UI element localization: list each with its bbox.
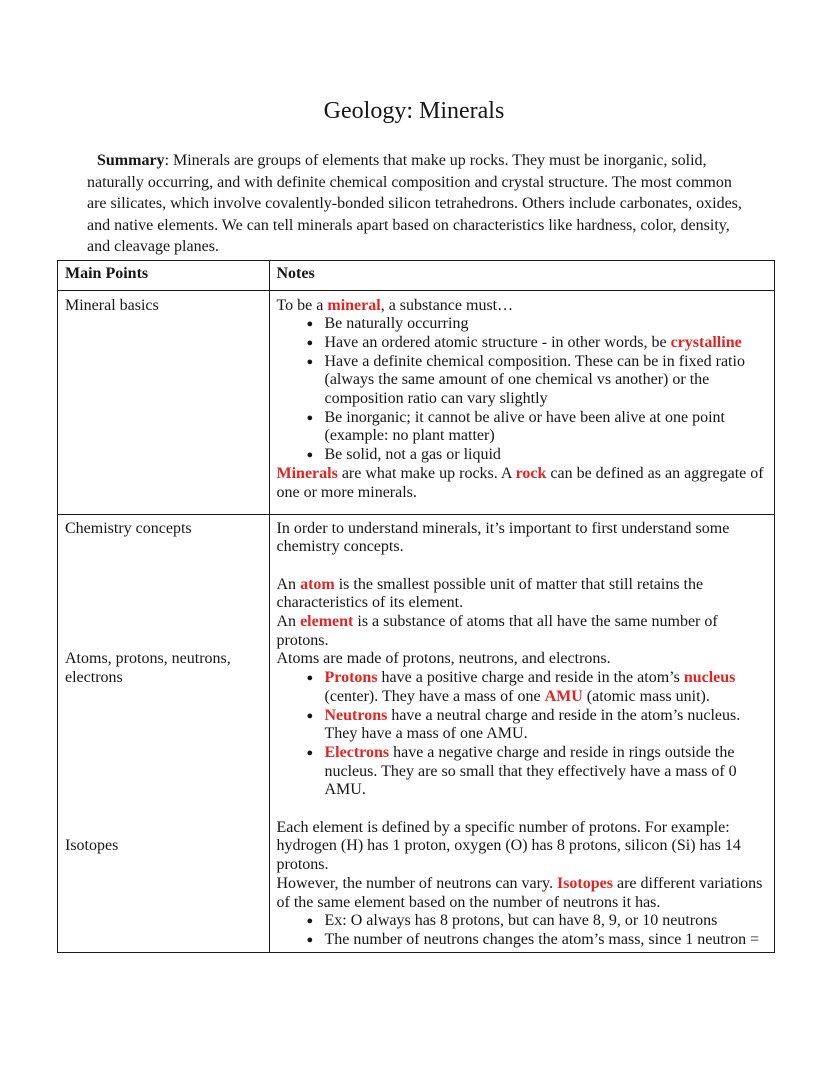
bullet-icon: ●: [306, 411, 314, 424]
highlight-term: Neutrons: [324, 706, 388, 724]
bullet-item: [277, 315, 772, 334]
text-segment: An: [276, 613, 301, 630]
main-points-cell: [58, 291, 270, 514]
bullet-item: [277, 744, 772, 800]
paragraph: [277, 465, 772, 502]
bullet-icon: ●: [306, 933, 314, 946]
row-label-mineral-basics: Mineral basics: [65, 296, 159, 314]
text-segment: are different variations of the same element based on the number of neutrons it has.: [276, 874, 763, 911]
highlight-term: Electrons: [324, 743, 390, 761]
text-segment: Be inorganic; it cannot be alive or have been alive at one point (example: no plant matter): [324, 408, 725, 445]
text-segment: Ex: O always has 8 protons, but can have 8, 9, or 10 neutrons: [324, 912, 718, 930]
notes-cell: [270, 515, 775, 953]
paragraph: [277, 297, 772, 316]
text-segment: To be a: [276, 296, 328, 314]
text-segment: are what make up rocks. A: [337, 464, 516, 482]
text-segment: Be solid, not a gas or liquid: [324, 446, 501, 464]
paragraph: [277, 819, 772, 875]
summary-text: : Minerals are groups of elements that make up rocks. They must be inorganic, solid, naturally occurring, and with definite chemical composition and crystal structure. The most common are silicates, which involve covalently-bonded silicon tetrahedrons. Others include carbonates, oxides, and native elements. We can tell minerals apart based on characteristics like hardness, color, density, and cleavage planes.: [87, 152, 742, 255]
summary-paragraph: [87, 150, 751, 258]
paragraph: [277, 576, 772, 613]
bullet-item: [277, 334, 772, 353]
paragraph: [277, 650, 772, 669]
bullet-item: [277, 931, 772, 950]
highlight-term: mineral: [327, 296, 381, 314]
highlight-term: element: [300, 613, 354, 630]
paragraph: [277, 613, 772, 650]
bullet-icon: ●: [306, 318, 314, 331]
column-header-main-points: Main Points: [58, 261, 270, 290]
main-points-cell: [58, 515, 270, 953]
text-segment: An: [276, 575, 301, 593]
row-label-isotopes: Isotopes: [65, 837, 119, 855]
bullet-icon: ●: [306, 449, 314, 462]
table-row-mineral-basics: [58, 290, 774, 514]
text-segment: In order to understand minerals, it’s important to first understand some chemistry concepts.: [276, 519, 730, 556]
blank-line: [277, 800, 772, 819]
paragraph: [277, 875, 772, 912]
bullet-item: [277, 912, 772, 931]
bullet-item: [277, 353, 772, 409]
highlight-term: Protons: [324, 669, 378, 687]
text-segment: have a positive charge and reside in the atom’s: [377, 669, 684, 687]
text-segment: Be naturally occurring: [324, 315, 469, 333]
row-label-chemistry-concepts: Chemistry concepts: [65, 519, 192, 537]
document-title: Geology: Minerals: [323, 98, 505, 124]
bullet-icon: ●: [306, 746, 314, 759]
row-label-atoms-protons-neutrons-electrons: Atoms, protons, neutrons, electrons: [65, 650, 231, 687]
table-row-chemistry-concepts: [58, 514, 774, 953]
table-header-row: [58, 261, 774, 290]
column-header-notes: Notes: [276, 265, 315, 282]
highlight-term: Isotopes: [556, 874, 613, 892]
text-segment: However, the number of neutrons can vary.: [276, 874, 557, 892]
bullet-item: [277, 409, 772, 446]
text-segment: (atomic mass unit).: [582, 687, 710, 705]
highlight-term: rock: [515, 464, 547, 482]
text-segment: can be defined as an aggregate of one or more minerals.: [276, 464, 764, 501]
bullet-item: [277, 669, 772, 706]
text-segment: Each element is defined by a specific number of protons. For example: hydrogen (H) has 1 proton, oxygen (O) has 8 protons, silicon (Si) has 14 protons.: [276, 818, 741, 874]
notes-cell: [270, 291, 775, 514]
highlight-term: crystalline: [670, 333, 742, 351]
paragraph: [277, 520, 772, 557]
bullet-icon: ●: [306, 355, 314, 368]
bullet-icon: ●: [306, 709, 314, 722]
summary-label: Summary: [97, 152, 165, 169]
highlight-term: nucleus: [683, 669, 736, 687]
highlight-term: Minerals: [276, 464, 338, 482]
bullet-item: [277, 446, 772, 465]
text-segment: Have a definite chemical composition. These can be in fixed ratio (always the same amount of one chemical vs another) or the composition ratio can vary slightly: [324, 352, 745, 408]
highlight-term: atom: [300, 575, 335, 593]
bullet-icon: ●: [306, 336, 314, 349]
bullet-item: [277, 707, 772, 744]
notes-table: [57, 260, 775, 953]
text-segment: Atoms are made of protons, neutrons, and electrons.: [276, 650, 611, 668]
highlight-term: AMU: [544, 687, 583, 705]
text-segment: is a substance of atoms that all have the same number of protons.: [276, 613, 718, 649]
text-segment: have a negative charge and reside in rings outside the nucleus. They are so small that they effectively have a mass of 0 AMU.: [324, 743, 737, 799]
text-segment: have a neutral charge and reside in the atom’s nucleus. They have a mass of one AMU.: [324, 706, 741, 743]
text-segment: , a substance must…: [380, 296, 514, 314]
text-segment: (center). They have a mass of one: [324, 687, 545, 705]
blank-line: [277, 557, 772, 576]
text-segment: The number of neutrons changes the atom’s mass, since 1 neutron =: [324, 930, 760, 948]
bullet-icon: ●: [306, 915, 314, 928]
bullet-icon: ●: [306, 672, 314, 685]
text-segment: is the smallest possible unit of matter that still retains the characteristics of its element.: [276, 575, 704, 612]
text-segment: Have an ordered atomic structure - in other words, be: [324, 333, 671, 351]
